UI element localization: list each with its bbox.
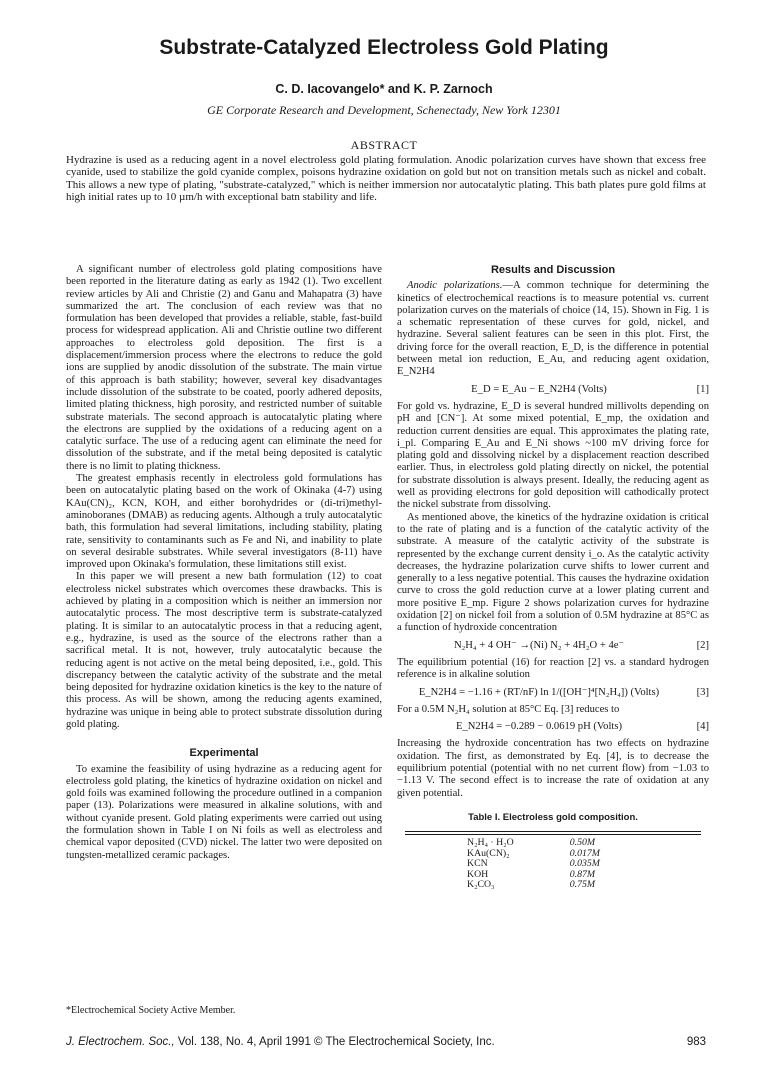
results-paragraph-5: For a 0.5M N₂H₄ solution at 85°C Eq. [3] reduces to (397, 703, 620, 715)
composition-table (467, 838, 600, 891)
paper-affiliation: GE Corporate Research and Development, Schenectady, New York 12301 (207, 103, 561, 117)
journal-volume-info: Vol. 138, No. 4, April 1991 © The Electrochemical Society, Inc. (177, 1036, 495, 1048)
intro-paragraph-3: In this paper we will present a new bath formulation (12) to coat electroless nickel substrates which overcomes these drawbacks. This is achieved by plating in a composition which is neither an immersion nor autocatalytic process. The most descriptive term is substrate-catalyzed plating. It is similar to an autocatalytic process in that a reducing agent, e.g., hydrazine, is used as the source of the electrons rather than a sacrifical metal. It is not, however, truly autocatalytic because the reducing agent is not active on the metal being deposited, i.e., gold. This discrepancy between the catalytic activity of the substrate and the metal being deposited for hydrazine oxidation kinetics is the key to the nature of this process. As will be shown, among the reducing agents examined, hydrazine was unique in being able to protect substrate dissolution during gold plating. (66, 571, 382, 730)
intro-paragraph-2: The greatest emphasis recently in electroless gold formulations has been on autocatalytic plating based on the work of Okinaka (4-7) using KAu(CN)₂, KCN, KOH, and either borohydrides or (di-tri)methyl-aminoboranes (DMAB) as reducing agents. Although a truly autocatalytic bath, this formulation had several limitations, including stability, plating rate, sensitivity to contaminants such as Fe and Ni, and inability to plate on several desirable substrates. While several investigators (8-11) have improved upon Okinaka's formulation, these limitations still exist. (66, 473, 382, 571)
table-cell-concentration: 0.50M (569, 837, 596, 849)
results-paragraph-3: As mentioned above, the kinetics of the hydrazine oxidation is critical to the rate of plating and is a function of the catalytic activity of the substrate. A measure of the catalytic activity of the substrate is represented by the exchange current density i_o. As the catalytic activity decreases, the hydrazine polarization curve shifts to lower current and generally to a less negative potential. This causes the hydrazine oxidation curve to cross the gold reduction curve at a lower plating current and more positive E_mp. Figure 2 shows polarization curves for hydrazine oxidation [2] on nickel foil from a solution of 0.5M hydrazine at 85°C as a function of hydroxide concentration (397, 511, 709, 634)
table-top-rule (405, 831, 701, 832)
equation-1 (397, 384, 709, 396)
equation-2-number: [2] (696, 639, 709, 651)
equation-3-body: E_N2H4 = −1.16 + (RT/nF) ln 1/([OH⁻]⁴[N₂H₄]) (Volts) (418, 686, 660, 698)
table-cell-concentration: 0.017M (569, 847, 600, 859)
table-row (467, 880, 600, 891)
equation-4-body: E_N2H4 = −0.289 − 0.0619 pH (Volts) (455, 721, 623, 733)
intro-paragraph-1: A significant number of electroless gold plating compositions have been reported in the literature dating as early as 1942 (1). Two excellent review articles by Ali and Christie (2) and Ganu and Mahapatra (3) have summarized the art. The conclusion of each review was that no formulation has been developed that provides a reliable, stable, fast-build process for widespread application. Ali and Christie outline two different approaches to electroless gold deposition. The first is a displacement/immersion process where the electrons to reduce the gold ions are supplied by anodic dissolution of the substrate. The main virtue of this approach is bath stability; however, several key disadvantages include dissolution of the substrate to be coated, poorly adhered deposits, limited plating thickness, high porosity, and restricted number of suitable substrate materials. The second approach is autocatalytic plating where the electrons are supplied by the oxidations of a reducing agent on a catalytic surface. The use of a reducing agent can eliminate the need for dissolution of the substrate, and if the metal being deposited is catalytic there is no limit to plating thickness. (66, 264, 382, 472)
table-caption: Table I. Electroless gold composition. (468, 811, 638, 823)
paragraph-lead-in: Anodic polarizations. (407, 280, 503, 292)
right-column (397, 264, 709, 891)
abstract-text: Hydrazine is used as a reducing agent in a novel electroless gold plating formulation. Anodic polarization curves have shown that excess free cyanide, used to stabilize the gold cyanide complex, poisons hydrazine oxidation on gold but not on transition metals such as nickel and cobalt. This allows a new type of plating, "substrate-catalyzed," which is neither immersion nor autocatalytic plating. This bath plates pure gold films at high initial rates up to 10 µm/h with exceptional batn stability and life. (66, 154, 706, 204)
experimental-paragraph: To examine the feasibility of using hydrazine as a reducing agent for electroless gold plating, the kinetics of hydrazine oxidation on nickel and gold foils was examined following the procedure outlined in a companion paper (13). Polarizations were measured in alkaline solutions, with and without cyanide present. Gold plating experiments were carried out using the formulation shown in Table I on Ni foils as well as electroless and chemical vapor deposited (CVD) nickel. The latter two were deposited on tungsten-metallized ceramic packages. (66, 763, 382, 861)
equation-2-body: N₂H₄ + 4 OH⁻ →(Ni) N₂ + 4H₂O + 4e⁻ (453, 639, 625, 651)
left-column (66, 264, 382, 862)
results-paragraph-2: For gold vs. hydrazine, E_D is several hundred millivolts depending on pH and [CN⁻]. At some mixed potential, E_mp, the oxidation and reduction current densities are equal. This approximates the plating rate, i_pl. Comparing E_Au and E_Ni shows ~100 mV driving force for plating gold and dissolving nickel by a displacement reaction described earlier. Thus, in electroless gold plating directly on nickel, the potential for substrate dissolution is always present. Ideally, the reducing agent as well as providing electrons for gold deposition will cathodically protect the nickel substrate from dissolving. (397, 400, 709, 511)
equation-1-body: E_D = E_Au − E_N2H4 (Volts) (471, 383, 607, 395)
table-cell-compound: KOH (467, 868, 489, 880)
journal-citation (66, 1036, 495, 1048)
table-cell-compound: N₂H₄ · H₂O (467, 837, 514, 849)
table-cell-concentration: 0.87M (569, 868, 596, 880)
paper-title: Substrate-Catalyzed Electroless Gold Plating (159, 36, 609, 59)
abstract-heading: ABSTRACT (350, 138, 418, 152)
table-1 (397, 812, 709, 891)
equation-2 (397, 640, 709, 652)
table-top-rule-2 (405, 834, 701, 835)
table-cell-compound: K₂CO₃ (467, 879, 495, 891)
results-paragraph-1-text: —A common technique for determining the kinetics of electrochemical reactions is to measure potential vs. current polarization curves on the materials of choice (14, 15). Shown in Fig. 1 is a schematic representation of these curves for gold, nickel, and hydrazine. Several salient features can be seen in this plot. First, the driving force for the overall reaction, E_D, is the difference in potential between metal ion reduction, E_Au, and reducing agent oxidation, E_N2H4 (397, 280, 709, 378)
results-heading: Results and Discussion (490, 264, 616, 276)
table-cell-concentration: 0.75M (569, 879, 596, 891)
equation-4-number: [4] (696, 721, 709, 733)
equation-4 (397, 721, 709, 733)
results-paragraph-1 (397, 280, 709, 378)
table-cell-compound: KAu(CN)₂ (467, 847, 510, 859)
page-number: 983 (686, 1036, 706, 1048)
paper-authors: C. D. Iacovangelo* and K. P. Zarnoch (275, 82, 493, 96)
equation-3-number: [3] (696, 686, 709, 698)
results-paragraph-6: Increasing the hydroxide concentration has two effects on hydrazine oxidation. The first, as demonstrated by Eq. [4], is to decrease the equilibrium potential (potential with no net current flow) from −1.03 to −1.13 V. The second effect is to increase the rate of oxidation at any given potential. (397, 738, 709, 799)
equation-3 (397, 687, 709, 699)
table-cell-concentration: 0.035M (569, 858, 600, 870)
experimental-heading: Experimental (189, 747, 259, 760)
table-cell-compound: KCN (467, 858, 488, 870)
author-footnote: *Electrochemical Society Active Member. (66, 1005, 236, 1016)
page-footer (66, 1036, 706, 1048)
journal-name: J. Electrochem. Soc., (66, 1036, 175, 1048)
results-paragraph-4: The equilibrium potential (16) for reaction [2] vs. a standard hydrogen reference is in alkaline solution (397, 656, 709, 681)
equation-1-number: [1] (696, 383, 709, 395)
